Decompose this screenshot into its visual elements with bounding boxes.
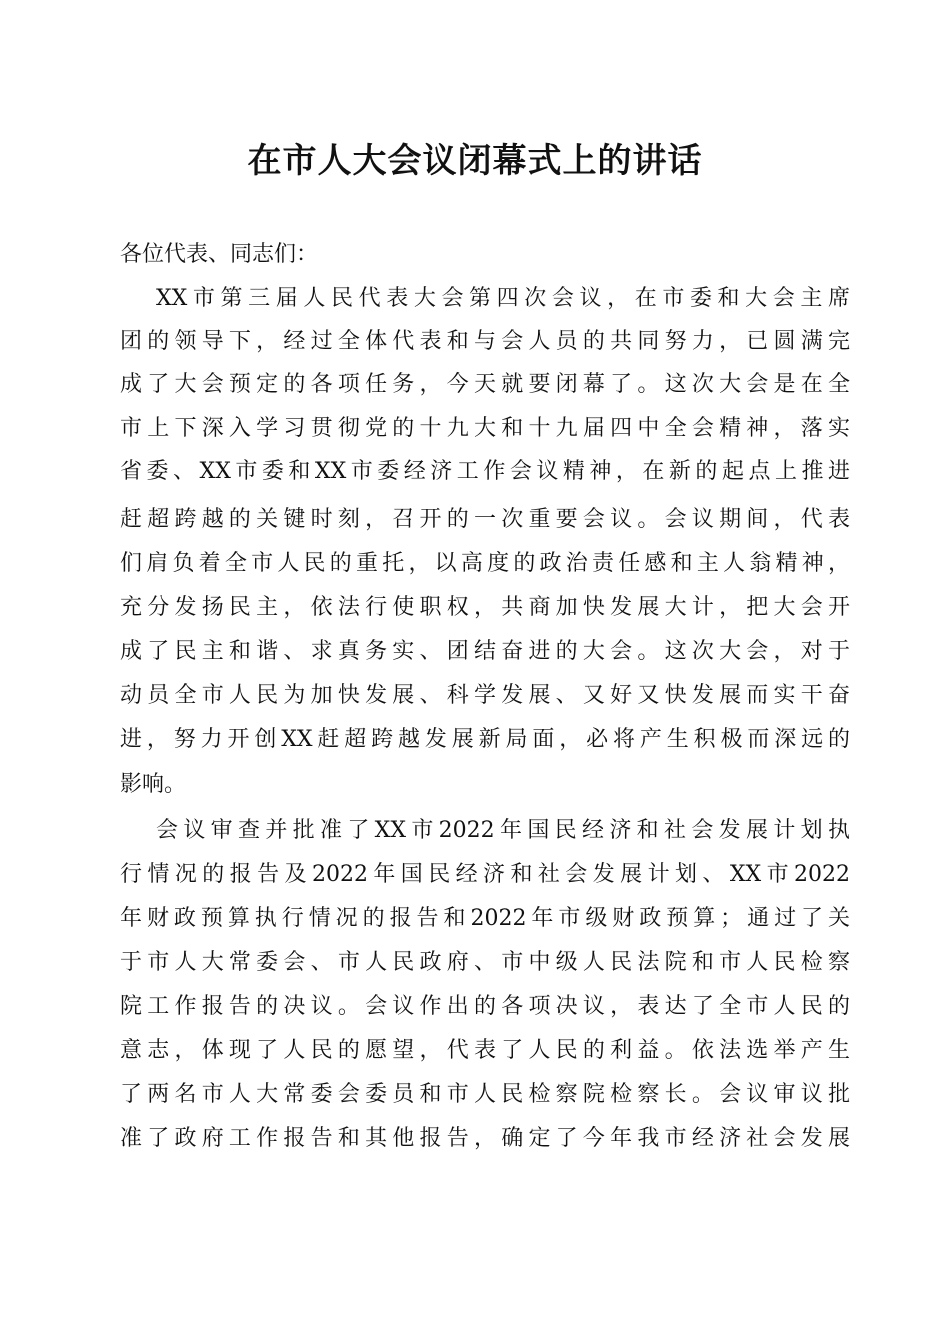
paragraph-line: 于市人大常委会、市人民政府、市中级人民法院和市人民检察 [120,950,850,975]
document-title: 在市人大会议闭幕式上的讲话 [247,141,703,181]
paragraph-line: 院工作报告的决议。会议作出的各项决议，表达了全市人民的 [120,994,850,1019]
paragraph-line: 赶超跨越的关键时刻，召开的一次重要会议。会议期间，代表 [120,507,850,532]
paragraph-line: 进，努力开创XX赶超跨越发展新局面，必将产生积极而深远的 [120,727,850,752]
paragraph-line: 动员全市人民为加快发展、科学发展、又好又快发展而实干奋 [120,683,850,708]
paragraph-line: 行情况的报告及2022年国民经济和社会发展计划、XX市2022 [120,862,850,887]
paragraph-line: 了两名市人大常委会委员和市人民检察院检察长。会议审议批 [120,1082,850,1107]
paragraph-line: 市上下深入学习贯彻党的十九大和十九届四中全会精神，落实 [120,416,850,441]
paragraph-line: 会议审查并批准了XX市2022年国民经济和社会发展计划执 [156,818,850,843]
paragraph-line: 充分发扬民主，依法行使职权，共商加快发展大计，把大会开 [120,595,850,620]
paragraph-line: 团的领导下，经过全体代表和与会人员的共同努力，已圆满完 [120,329,850,354]
paragraph-line: 成了大会预定的各项任务，今天就要闭幕了。这次大会是在全 [120,372,850,397]
paragraph-line: XX市第三届人民代表大会第四次会议，在市委和大会主席 [156,286,850,311]
paragraph-line: 影响。 [120,772,187,797]
paragraph-line: 们肩负着全市人民的重托，以高度的政治责任感和主人翁精神， [120,551,850,576]
paragraph-line: 准了政府工作报告和其他报告，确定了今年我市经济社会发展 [120,1126,850,1151]
paragraph-line: 年财政预算执行情况的报告和2022年市级财政预算；通过了关 [120,906,850,931]
paragraph-line: 省委、XX市委和XX市委经济工作会议精神，在新的起点上推进 [120,459,850,484]
paragraph-line: 意志，体现了人民的愿望，代表了人民的利益。依法选举产生 [120,1038,850,1063]
paragraph-line: 成了民主和谐、求真务实、团结奋进的大会。这次大会，对于 [120,639,850,664]
salutation: 各位代表、同志们： [120,242,319,267]
